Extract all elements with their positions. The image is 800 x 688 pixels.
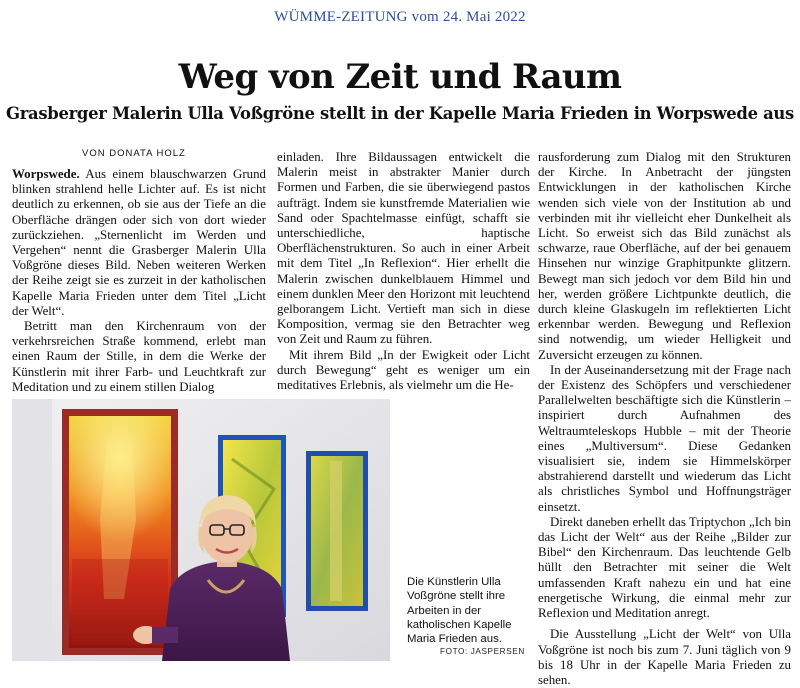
paragraph: Mit ihrem Bild „In der Ewigkeit oder Licht durch Bewegung“ geht es weniger um ein meditatives Erlebnis, als vielmehr um die He- (277, 347, 530, 393)
photo-caption: Die Künstlerin Ulla Voßgröne stellt ihre Arbeiten in der katholischen Kapelle Maria Frieden aus. (407, 576, 512, 646)
byline: VON DONATA HOLZ (82, 148, 186, 159)
painting-yellow-2 (306, 451, 368, 611)
article-column-2 (277, 150, 530, 393)
paragraph: Betritt man den Kirchenraum von der verkehrsreichen Straße kommend, erlebt man einen Raum der Stille, in dem die Werke der Künstlerin mit ihrer Farb- und Leuchtkraft zur Meditation und zu einem stillen Dialog (12, 319, 266, 394)
paragraph: rausforderung zum Dialog mit den Strukturen der Kirche. In Anbetracht der jüngsten Entwicklungen in der katholischen Kirche wenden sich viele von der Institution ab und verbinden mit ihr vielleicht eher Dunkelheit als Licht. So erweist sich das Bild zunächst als schwarze, raue Oberfläche, auf der bei genauem Hinsehen nur winzige Graphitpunkte glitzern. Bewegt man sich jedoch vor dem Bild hin und her, werden größere Lichtpunkte deutlich, die durch kleine Glaskugeln im reflektierten Licht erkennbar werden. Bewegung und Reflexion sind notwendig, um wieder Helligkeit und Zuversicht erzeugen zu können. (538, 150, 791, 362)
paragraph-text: Aus einem blauschwarzen Grund blinken strahlend helle Lichter auf. Es ist nicht deutlich zu erkennen, ob sie aus der Tiefe an die Oberfläche drängen oder sich von dort wieder zurückziehen. „Sternenlicht im Werden und Vergehen“ nennt die Grasberger Malerin Ulla Voßgröne dieses Bild. Neben weiteren Werken der Reihe zeigt sie es zurzeit in der katholischen Kapelle Maria Frieden unter dem Titel „Licht der Welt“. (12, 167, 266, 318)
article-column-3 (538, 150, 791, 688)
paragraph: Direkt daneben erhellt das Triptychon „Ich bin das Licht der Welt“ aus der Reihe „Bilder zur Bibel“ den Kirchenraum. Das leuchtende Gelb hüllt den Betrachter mit seiner die Welt umfassenden Kraft nahezu ein und hat eine energetische Wirkung, die einmal mehr zur Reflexion und Meditation anregt. (538, 514, 791, 621)
photo-credit: FOTO: JASPERSEN (440, 647, 525, 656)
paragraph: In der Auseinandersetzung mit der Frage nach der Existenz des Schöpfers und verschiedener Parallelwelten beschäftigte sich die Künstlerin – inspiriert durch Aufnahmen des Weltraumteleskops Hubble – mit der Theorie eines „Multiversum“. Diese Gedanken visualisiert sie, indem sie Himmelskörper abstrahierend darstellt und wiederum das Licht als christliches Symbol und Hoffnungsträger einsetzt. (538, 362, 791, 514)
article-column-1 (12, 167, 266, 395)
dateline: Worpswede. (12, 167, 80, 181)
photo (12, 399, 390, 661)
masthead: WÜMME-ZEITUNG vom 24. Mai 2022 (274, 9, 526, 25)
headline: Weg von Zeit und Raum (178, 57, 622, 97)
paragraph: Die Ausstellung „Licht der Welt“ von Ulla Voßgröne ist noch bis zum 7. Juni täglich von 9 bis 18 Uhr in der Kapelle Maria Frieden zu sehen. (538, 627, 791, 687)
subheadline: Grasberger Malerin Ulla Voßgröne stellt in der Kapelle Maria Frieden in Worpswede aus (6, 104, 794, 123)
paragraph: einladen. Ihre Bildaussagen entwickelt die Malerin meist in abstrakter Manier durch Formen und Farben, die sie überwiegend pastos aufträgt. Indem sie kunstfremde Materialien wie Sand oder Spachtelmasse einfügt, schafft sie unterschiedliche, haptische Oberflächenstrukturen. So auch in einer Arbeit mit dem Titel „In Reflexion“. Hier erhellt die Malerin zwischen dunkelblauem Himmel und einem dunklen Meer den Horizont mit leuchtend gelborangem Licht. Vertieft man sich in diese Komposition, vermag sie den Betrachter weg von Zeit und Raum zu führen. (277, 150, 530, 347)
paragraph (12, 167, 266, 319)
photo-illustration (12, 399, 390, 661)
painting-red (62, 409, 178, 655)
